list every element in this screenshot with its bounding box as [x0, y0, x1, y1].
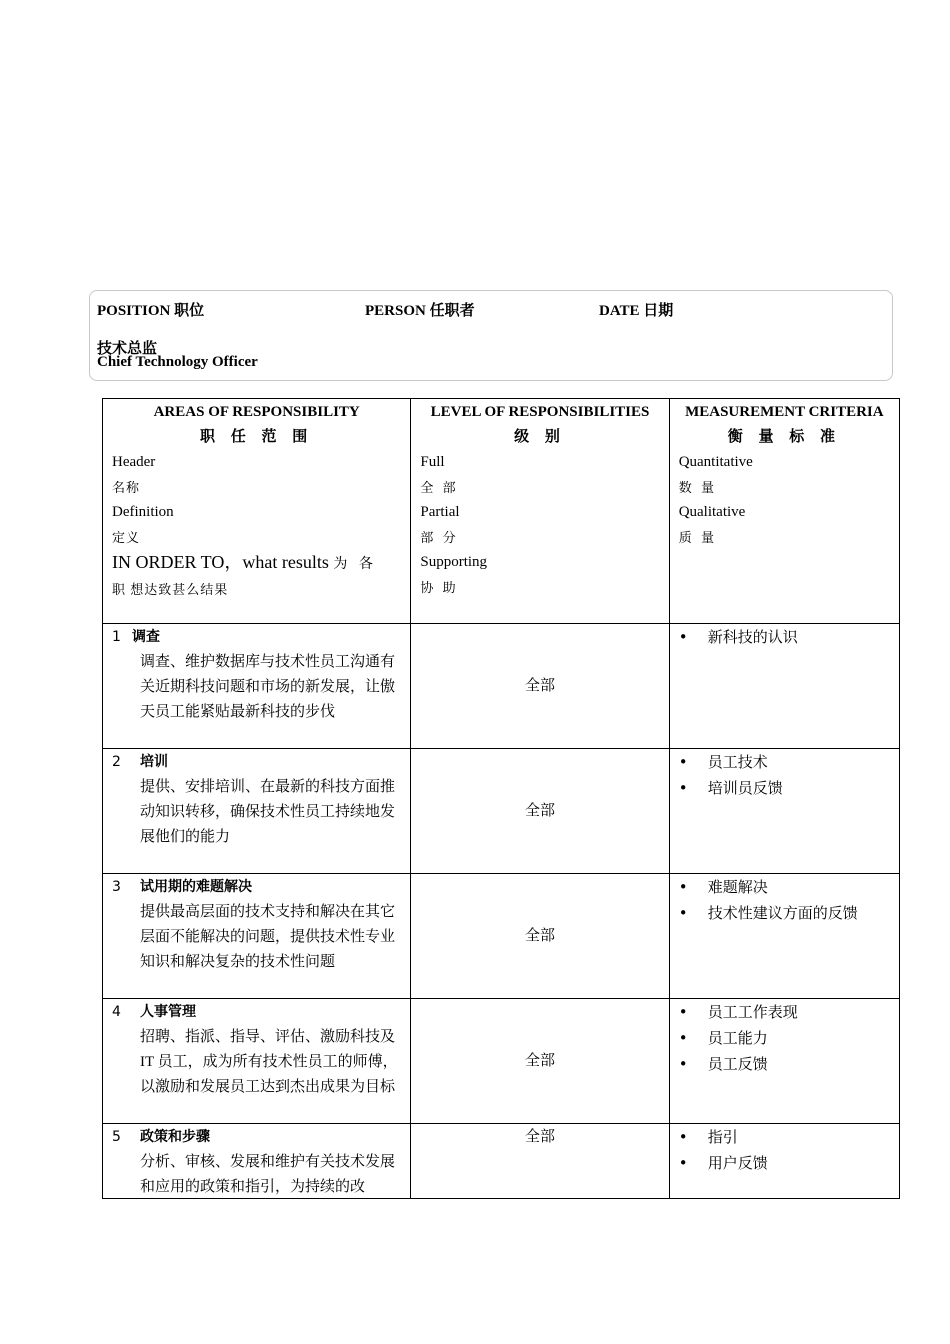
- level-cell: 全部: [411, 874, 669, 999]
- criteria-list: [670, 624, 899, 651]
- level-partial-zh: 部 分: [420, 530, 459, 545]
- criteria-list: [670, 749, 899, 802]
- criteria-cell: [669, 624, 899, 749]
- position-title-en: Chief Technology Officer: [97, 354, 258, 370]
- area-cell: [103, 624, 411, 749]
- area-number: 1: [112, 629, 121, 645]
- area-title: 政策和步骤: [140, 1129, 210, 1145]
- level-full: Full: [420, 454, 445, 470]
- criteria-text: 员工工作表现: [707, 1005, 798, 1021]
- area-cell: [103, 999, 411, 1124]
- measure-qualitative-zh: 质 量: [678, 530, 717, 545]
- bullet-icon: •: [678, 1029, 688, 1047]
- level-partial: Partial: [420, 504, 460, 520]
- area-description: 提供最高层面的技术支持和解决在其它层面不能解决的问题，提供技术性专业知识和解决复杂的技术性问题: [140, 904, 396, 970]
- criteria-item: [679, 901, 899, 927]
- area-heading: [103, 1124, 410, 1150]
- bullet-icon: •: [678, 1003, 688, 1021]
- bullet-icon: •: [678, 779, 688, 797]
- criteria-item: [679, 1125, 899, 1151]
- area-number: 2: [112, 754, 121, 770]
- criteria-text: 技术性建议方面的反馈: [707, 906, 858, 922]
- measure-quantitative-zh: 数 量: [678, 480, 717, 495]
- area-number: 3: [112, 879, 121, 895]
- area-description: 招聘、指派、指导、评估、激励科技及 IT 员工，成为所有技术性员工的师傅，以激励和发展员工达到杰出成果为目标: [140, 1029, 398, 1095]
- level-supporting-zh: 协 助: [420, 580, 459, 595]
- table-row: [103, 624, 900, 749]
- date-label: DATE 日期: [599, 303, 674, 319]
- areas-header-cell: [103, 399, 411, 624]
- area-description: 调查、维护数据库与技术性员工沟通有关近期科技问题和市场的新发展，让傲天员工能紧贴最新科技的步伐: [140, 654, 396, 720]
- area-clip: [103, 1124, 410, 1198]
- levels-header-zh: 级 别: [514, 429, 566, 445]
- criteria-list: [670, 874, 899, 927]
- areas-in-order-zh2: 职 想达致甚么结果: [112, 582, 229, 597]
- criteria-text: 员工反馈: [707, 1057, 768, 1073]
- criteria-item: [679, 750, 899, 776]
- criteria-list: [670, 999, 899, 1078]
- areas-definition-en: Definition: [112, 504, 174, 520]
- criteria-text: 员工技术: [707, 755, 768, 771]
- area-heading: [103, 624, 410, 650]
- criteria-cell: [669, 999, 899, 1124]
- level-full-zh: 全 部: [420, 480, 459, 495]
- area-title: 培训: [140, 754, 168, 770]
- bullet-icon: •: [678, 878, 688, 896]
- position-label: POSITION 职位: [97, 303, 205, 319]
- criteria-item: [679, 1151, 899, 1177]
- level-cell: 全部: [411, 749, 669, 874]
- bullet-icon: •: [678, 753, 688, 771]
- criteria-cell: [669, 1124, 899, 1199]
- areas-header-en: Header: [112, 454, 156, 470]
- areas-in-order-en: IN ORDER TO，what results: [112, 552, 329, 572]
- bullet-icon: •: [678, 1128, 688, 1146]
- area-cell: [103, 1124, 411, 1199]
- levels-header-cell: [411, 399, 669, 624]
- criteria-item: [679, 1052, 899, 1078]
- area-number: 4: [112, 1004, 121, 1020]
- criteria-item: [679, 625, 899, 651]
- criteria-item: [679, 1026, 899, 1052]
- areas-in-order-zh: 为 各: [333, 557, 377, 572]
- criteria-text: 难题解决: [707, 880, 768, 896]
- area-heading: [103, 749, 410, 775]
- table-row: [103, 999, 900, 1124]
- area-description: 分析、审核、发展和维护有关技术发展和应用的政策和指引，为持续的改: [140, 1154, 396, 1195]
- area-title: 试用期的难题解决: [140, 879, 252, 895]
- area-heading: [103, 999, 410, 1025]
- level-cell: 全部: [411, 1124, 669, 1199]
- criteria-text: 新科技的认识: [707, 630, 798, 646]
- position-title-zh: 技术总监: [97, 341, 158, 357]
- area-cell: [103, 874, 411, 999]
- area-heading: [103, 874, 410, 900]
- criteria-cell: [669, 874, 899, 999]
- areas-in-order-line: [103, 550, 410, 577]
- bullet-icon: •: [678, 628, 688, 646]
- areas-header-title: AREAS OF RESPONSIBILITY: [153, 404, 360, 420]
- level-cell: 全部: [411, 999, 669, 1124]
- table-row: [103, 1124, 900, 1199]
- area-number: 5: [112, 1129, 121, 1145]
- criteria-item: [679, 776, 899, 802]
- bullet-icon: •: [678, 904, 688, 922]
- area-description: 提供、安排培训、在最新的科技方面推动知识转移，确保技术性员工持续地发展他们的能力: [140, 779, 396, 845]
- area-cell: [103, 749, 411, 874]
- level-supporting: Supporting: [420, 554, 488, 570]
- table-header-row: [103, 399, 900, 624]
- level-cell: 全部: [411, 624, 669, 749]
- measure-header-zh: 衡 量 标 准: [727, 429, 841, 445]
- area-title: 调查: [132, 629, 160, 645]
- table-row: [103, 874, 900, 999]
- criteria-text: 指引: [707, 1130, 738, 1146]
- position-info-box: [89, 290, 893, 381]
- criteria-text: 员工能力: [707, 1031, 768, 1047]
- criteria-item: [679, 1000, 899, 1026]
- areas-header-zh: 职 任 范 围: [200, 429, 314, 445]
- responsibility-table: [102, 398, 900, 1199]
- criteria-item: [679, 875, 899, 901]
- measure-qualitative: Qualitative: [678, 504, 746, 520]
- criteria-text: 培训员反馈: [707, 781, 783, 797]
- measure-header-cell: [669, 399, 899, 624]
- criteria-list: [670, 1124, 899, 1177]
- area-title: 人事管理: [140, 1004, 196, 1020]
- bullet-icon: •: [678, 1055, 688, 1073]
- levels-header-title: LEVEL OF RESPONSIBILITIES: [430, 404, 650, 420]
- measure-quantitative: Quantitative: [678, 454, 753, 470]
- person-label: PERSON 任职者: [365, 303, 475, 319]
- areas-header-zh-label: 名称: [112, 480, 141, 495]
- bullet-icon: •: [678, 1154, 688, 1172]
- criteria-cell: [669, 749, 899, 874]
- table-row: [103, 749, 900, 874]
- areas-definition-zh: 定义: [112, 530, 141, 545]
- criteria-text: 用户反馈: [707, 1156, 768, 1172]
- measure-header-title: MEASUREMENT CRITERIA: [685, 404, 884, 420]
